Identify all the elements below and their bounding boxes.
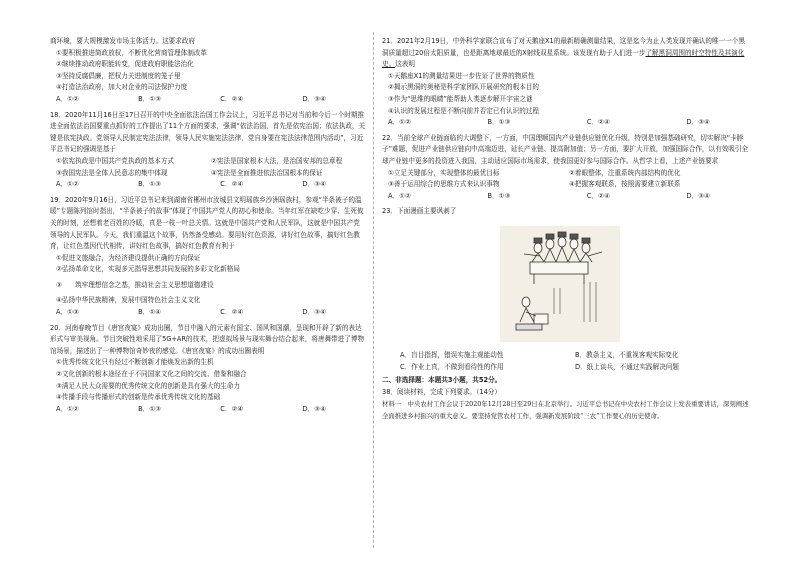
q19-stem bbox=[50, 195, 366, 253]
q18-text: 2020年11月16日至17日召开的中央全面依法治国工作会议上，习近平总书记对当前和今后一个时期推进全面依法治国要重点抓好的工作提出了11个方面的要求，强调“依法治国，首先是依宪治国；依法执政，关键是依宪执政。党领导人民制定宪法法律，领导人民实施宪法法律，党自身要在宪法法律范围内活动”，习近平总书记的强调是基于 bbox=[50, 110, 366, 154]
q19-option-4: ④弘扬中华民族精神，发展中国特色社会主义文化 bbox=[56, 296, 201, 305]
q21-choice-b[interactable]: B．①③ bbox=[487, 118, 511, 127]
left-column bbox=[50, 36, 366, 415]
q21-choice-d[interactable]: D．③④ bbox=[686, 118, 710, 127]
q22-stem bbox=[382, 133, 750, 168]
q21-stem bbox=[382, 36, 750, 71]
q21-option-4: ④认识的发展过程是不断向前并否定已有认识的过程 bbox=[388, 106, 539, 115]
q20-choice-a[interactable]: A．①② bbox=[56, 404, 79, 413]
q21-choice-a[interactable]: A．①② bbox=[388, 118, 411, 127]
q17-choice-c[interactable]: C．②④ bbox=[220, 94, 244, 103]
q23-stem bbox=[382, 206, 750, 218]
q22-options-row-2 bbox=[382, 179, 750, 191]
q22-choice-d[interactable]: D．③④ bbox=[686, 191, 710, 200]
q18-option-1: ①依宪执政是中国共产党执政的基本方式 bbox=[56, 156, 175, 165]
q23-number: 23． bbox=[382, 207, 397, 216]
q22-option-3: ③善于运用综合的思维方式来认识事物 bbox=[388, 180, 500, 189]
q21-option-3: ③作为“思维的眼睛”能帮助人类逐步解开宇宙之谜 bbox=[388, 94, 533, 103]
q22-choice-a[interactable]: A．①② bbox=[388, 191, 411, 200]
q23-choice-a[interactable]: A．盲目指挥，错误实施主观能动性 bbox=[400, 350, 504, 359]
q19-choice-d[interactable]: D．③④ bbox=[302, 308, 326, 317]
q19-choice-a[interactable]: A．①③ bbox=[56, 308, 79, 317]
q22-option-1: ①立足关键部分，实现整体的最优目标 bbox=[388, 168, 500, 177]
q20-number: 20． bbox=[50, 323, 65, 332]
q23-cartoon bbox=[500, 226, 620, 342]
q20-text: 河南春晚节目《唐宫夜宴》成功出圈，节目中融入的元素有国宝、国风和国潮，呈现和开辟了新的表达形式与审美视角。节目突破性地采用了5G+AR的技术，把虚拟场景与现实舞台结合起来，将唐舞带进了博物馆场景，描述出了一种博物馆奇妙夜的感觉。《唐宫夜宴》的成功出圈表明 bbox=[50, 323, 365, 355]
q20-option-1: ①优秀传统文化只有经过不断创新才能焕发出新的生机 bbox=[56, 358, 214, 367]
q17-option-4: ④打造法治政府，加大对企业的司法保护力度 bbox=[56, 83, 188, 92]
q18-options-row-2 bbox=[50, 168, 366, 180]
q19-choice-b[interactable]: B．①④ bbox=[138, 308, 162, 317]
q22-choices bbox=[382, 191, 750, 203]
q21-choices bbox=[382, 117, 750, 129]
right-column bbox=[382, 36, 750, 422]
q19-number: 19． bbox=[50, 195, 65, 204]
q21-option-2: ②揭示黑洞的奥秘是科学家团队开展研究的根本目的 bbox=[388, 83, 539, 92]
q22-choice-b[interactable]: B．①③ bbox=[487, 191, 511, 200]
q38-text: 阅读材料，完成下列要求。（14分） bbox=[396, 387, 501, 396]
q21-text: 2021年2月19日，中外科学家联合宣布了对天鹅座X1的最新精确测量结果，这是迄今为止人类发现并确认的唯一一个黑洞质量超过20倍太阳质量，也是距离地球最近的X射线双星系统。该发现有助于人们进一步了解黑洞周围的时空特性及其演化史。这表明 bbox=[382, 37, 745, 69]
q20-choices bbox=[50, 404, 366, 416]
q19-choice-c[interactable]: C．②④ bbox=[220, 308, 244, 317]
q19-choices bbox=[50, 307, 366, 319]
q18-options-row-1 bbox=[50, 156, 366, 168]
q22-text: 当前全球产业链面临的大调整下，一方面，中国理顺国内产业链供应链优化升级，特别是加强基础研究，切实解决“卡脖子”难题，促进产业链供应链向中高端迈进，延长产业链、提高附加值；另一方面，要扩大开放，加强国际合作，以有效吸引全球产业链中更多的投资进入我国，主动适应国际市场需求，使我国更好参与国际合作。从哲学上看，上述产业链要求 bbox=[382, 133, 749, 165]
q17-option-3: ③坚持反腐倡廉，把权力关进制度的笼子里 bbox=[56, 71, 181, 80]
q20-choice-b[interactable]: B．①③ bbox=[138, 404, 162, 413]
q18-option-3: ③我国宪法是全体人民意志的集中体现 bbox=[56, 168, 168, 177]
q23-options-row-2 bbox=[382, 362, 750, 374]
q22-options-row-1 bbox=[382, 168, 750, 180]
q19-option-2: ②弘扬革命文化，实现多元指导思想共同发展的多彩文化新格局 bbox=[56, 265, 240, 274]
q18-stem bbox=[50, 110, 366, 156]
q21-choice-c[interactable]: C．②④ bbox=[586, 118, 610, 127]
q17-choice-b[interactable]: B．①③ bbox=[138, 94, 162, 103]
q22-number: 22． bbox=[382, 133, 397, 142]
q19-option-3: ③ 筑牢理想信念之基，推动社会主义思想道德建设 bbox=[56, 280, 214, 289]
q17-choices bbox=[50, 94, 366, 106]
q19-option-1: ①促进文旅融合，为经济建设提供正确的方向保证 bbox=[56, 253, 201, 262]
q18-choice-d[interactable]: D．③④ bbox=[302, 180, 326, 189]
q20-option-3: ③满足人民大众需要的优秀传统文化的创新是具有强大的生命力 bbox=[56, 381, 240, 390]
q18-choice-c[interactable]: C．②④ bbox=[220, 180, 244, 189]
q38-stem bbox=[382, 387, 750, 399]
q22-choice-c[interactable]: C．②④ bbox=[586, 191, 610, 200]
q21-number: 21． bbox=[382, 37, 397, 45]
q20-choice-c[interactable]: C．②④ bbox=[220, 404, 244, 413]
q17-option-1: ①要积极推进简政放权，不断优化营商管理体制改革 bbox=[56, 48, 207, 57]
q17-choice-a[interactable]: A．①② bbox=[56, 94, 79, 103]
q17-choice-d[interactable]: D．③④ bbox=[302, 94, 326, 103]
q22-option-4: ④把握客观联系，按照需要建立新联系 bbox=[569, 180, 681, 189]
q18-option-4: ④宪法是全面推进依法治国根本的保证 bbox=[211, 168, 323, 177]
q18-choices bbox=[50, 179, 366, 191]
cartoon-illustration bbox=[500, 226, 620, 342]
q23-choice-b[interactable]: B．教条主义，不重视客观实际变化 bbox=[575, 350, 679, 359]
section-title: 二、非选择题：本题共3小题，共52分。 bbox=[382, 376, 502, 385]
q19-text: 2020年9月16日，习近平总书记来到湖南省郴州市汝城县文明瑶族乡沙洲瑶族村，参观“半条被子的温暖”专题陈列馆时指出，“半条被子的故事”体现了中国共产党人的初心和使命。当年红军在缺吃少穿、生死攸关的时刻，还想着老百姓的冷暖，真是一枝一叶总关情。这就是中国共产党和人民军队，这就是中国共产党领导的人民军队。今天，我们重温这个故事，仍然备受感动。要用好红色资源，讲好红色故事，搞好红色教育，让红色基因代代相传，讲好红色故事，搞好红色教育有利于 bbox=[50, 195, 364, 251]
q23-options-row-1 bbox=[382, 350, 750, 362]
q20-option-4: ④传播手段与传播形式的创新是传承优秀传统文化的基础 bbox=[56, 393, 221, 402]
q38-material-1: 材料一 中央农村工作会议于2020年12月28日至29日在北京举行。习近平总书记在中央农村工作会议上发表重要讲话，深刻阐述全面推进乡村振兴的重大意义。要坚持党管农村工作，强调新发展阶段“三农”工作要心的历史使命。 bbox=[382, 400, 749, 421]
column-divider bbox=[373, 32, 374, 548]
q23-text: 下面漫画主要讽刺了 bbox=[396, 207, 457, 216]
q20-stem bbox=[50, 323, 366, 358]
q22-option-2: ②着眼整体，注重系统内部结构的优化 bbox=[569, 168, 681, 177]
q21-option-1: ①天鹅座X1的测量结果进一步佐证了世界的物质性 bbox=[388, 71, 535, 80]
q17-option-2: ②继续推动政府职能转变，促进政府职能法治化 bbox=[56, 60, 194, 69]
q18-number: 18． bbox=[50, 110, 65, 119]
q23-choice-c[interactable]: C．作业上真，不做到看待性的作用 bbox=[400, 362, 504, 371]
q18-option-2: ②宪法是国家根本大法，是治国安邦的总章程 bbox=[211, 156, 343, 165]
q20-option-2: ②文化创新的根本途径在于不同国家文化之间的交流、借鉴和融合 bbox=[56, 370, 247, 379]
q20-choice-d[interactable]: D．③④ bbox=[302, 404, 326, 413]
q38-number: 38． bbox=[382, 387, 397, 396]
q18-choice-a[interactable]: A．①② bbox=[56, 180, 79, 189]
q21-underlined-phrase: 了解黑洞周围的时空特性及其演化史。 bbox=[382, 48, 745, 69]
q23-choice-d[interactable]: D．纸上谈兵，不通过实践解决问题 bbox=[575, 362, 679, 371]
q17-stem-tail: 商环境，要大规模激发市场主体活力。这要求政府 bbox=[50, 37, 196, 45]
q18-choice-b[interactable]: B．①③ bbox=[138, 180, 162, 189]
